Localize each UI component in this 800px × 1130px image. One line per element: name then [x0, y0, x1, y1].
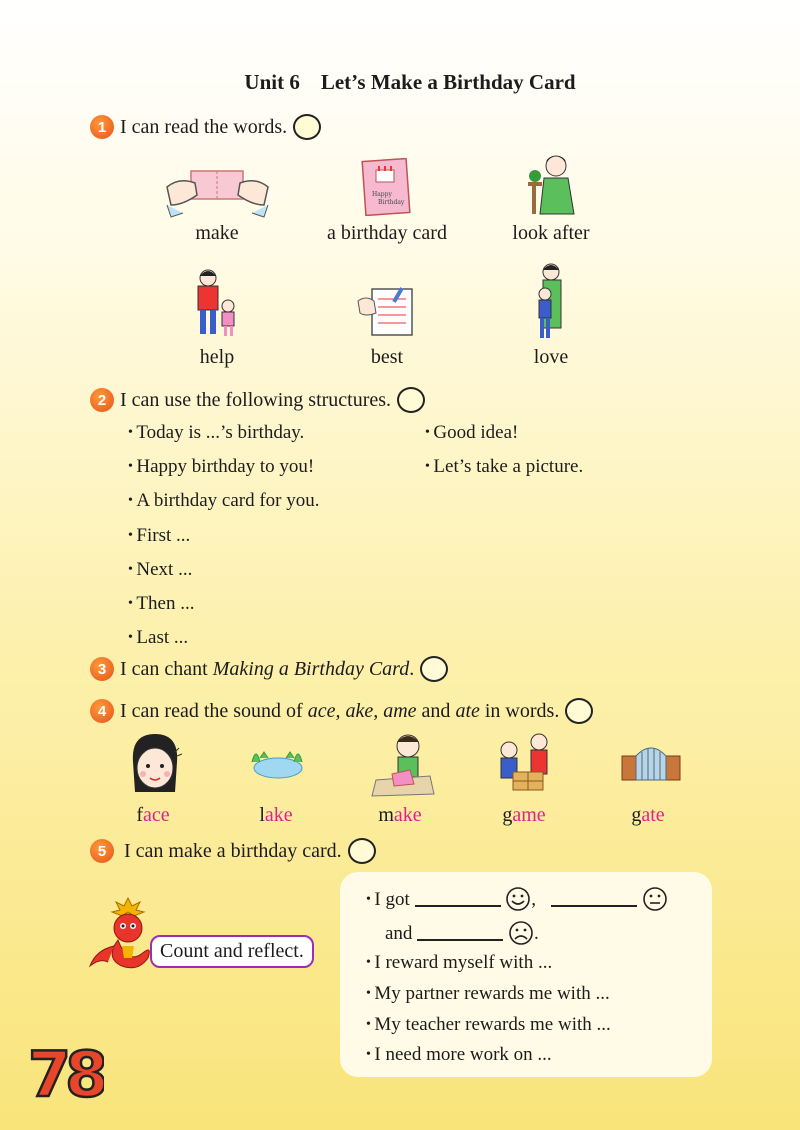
check-circle[interactable] — [397, 387, 425, 413]
chant-title: Making a Birthday Card — [212, 657, 410, 680]
phonics-ending: ace — [143, 804, 170, 826]
reflection-got-line — [366, 886, 668, 912]
hands-folding-paper-icon — [165, 165, 270, 220]
word-make: make — [195, 222, 239, 244]
reflection-item: • My partner rewards me with ... — [366, 983, 610, 1005]
section-number: 4 — [90, 699, 114, 723]
girl-watering-plant-icon — [522, 152, 580, 216]
section-5 — [90, 838, 376, 864]
count-and-reflect-label: Count and reflect. — [150, 935, 314, 968]
lake-icon — [250, 742, 306, 782]
reflection-item: • My teacher rewards me with ... — [366, 1014, 611, 1036]
phonics-prefix: g — [631, 804, 642, 826]
phonics-ending: ame — [512, 804, 546, 826]
section-text: I can chant — [120, 657, 213, 680]
section-text: I can use the following structures. — [120, 388, 392, 411]
structure-item: • Good idea! — [425, 422, 518, 444]
check-circle[interactable] — [348, 838, 376, 864]
comma: , — [531, 889, 537, 910]
phonics-prefix: l — [259, 804, 265, 826]
page-title — [0, 70, 800, 95]
structure-item: • Next ... — [128, 559, 192, 581]
checklist-icon — [356, 285, 416, 337]
phonics-prefix: g — [502, 804, 513, 826]
structure-item: • Today is ...’s birthday. — [128, 422, 304, 444]
phonics-word-lake — [216, 804, 336, 827]
section-text-end: . — [409, 657, 415, 680]
dragon-mascot-icon — [88, 896, 160, 972]
check-circle[interactable] — [565, 698, 593, 724]
girl-face-icon — [125, 732, 183, 798]
unit-name: Let’s Make a Birthday Card — [320, 70, 576, 94]
section-2 — [90, 387, 425, 413]
phonics-word-gate — [588, 804, 708, 827]
reflection-and-line — [385, 920, 539, 946]
smiley-face-icon — [505, 886, 531, 912]
neutral-face-icon — [642, 886, 668, 912]
section-text: I can read the sound of — [120, 699, 308, 722]
section-4 — [90, 698, 593, 724]
section-text-mid: and — [416, 699, 456, 722]
structure-item: • Then ... — [128, 593, 194, 615]
section-number: 3 — [90, 657, 114, 681]
card-text-birthday: Birthday — [378, 199, 405, 206]
section-text: I can make a birthday card. — [124, 839, 342, 862]
reflection-item: • I reward myself with ... — [366, 952, 552, 974]
gate-icon — [620, 742, 682, 782]
and-text: and — [385, 923, 413, 944]
blank-sad[interactable] — [417, 923, 503, 941]
phonics-ending: ake — [264, 804, 293, 826]
structure-item: • Last ... — [128, 627, 188, 649]
check-circle[interactable] — [420, 656, 448, 682]
got-text: I got — [374, 889, 410, 910]
section-text: I can read the words. — [120, 115, 288, 138]
page-number — [28, 1042, 104, 1100]
sound-ate: ate — [455, 699, 480, 722]
check-circle[interactable] — [293, 114, 321, 140]
reflection-panel — [340, 872, 712, 1077]
period: . — [533, 923, 539, 944]
birthday-card-icon — [360, 158, 412, 216]
section-number: 5 — [90, 839, 114, 863]
mother-hugging-child-icon — [533, 262, 569, 342]
boy-making-card-icon — [370, 730, 436, 798]
phonics-ending: ate — [641, 804, 665, 826]
section-3 — [90, 656, 448, 682]
phonics-prefix: f — [136, 804, 144, 826]
phonics-prefix: m — [378, 804, 394, 826]
word-help: help — [199, 346, 235, 368]
sound-list: ace, ake, ame — [307, 699, 417, 722]
mother-helping-child-icon — [192, 268, 242, 340]
word-love: love — [533, 346, 569, 368]
structure-item: • A birthday card for you. — [128, 490, 320, 512]
card-text-happy: Happy — [372, 191, 392, 198]
children-playing-game-icon — [495, 732, 555, 798]
blank-neutral[interactable] — [551, 889, 637, 907]
word-birthday-card: a birthday card — [327, 222, 447, 244]
phonics-word-make — [340, 804, 460, 827]
phonics-word-game — [464, 804, 584, 827]
section-number: 1 — [90, 115, 114, 139]
structure-item: • First ... — [128, 525, 190, 547]
section-1 — [90, 114, 321, 140]
structure-item: • Happy birthday to you! — [128, 456, 314, 478]
phonics-word-face — [93, 804, 213, 827]
structure-item: • Let’s take a picture. — [425, 456, 583, 478]
word-look-after: look after — [512, 222, 590, 244]
section-text-end: in words. — [479, 699, 560, 722]
word-best: best — [370, 346, 404, 368]
unit-number: Unit 6 — [244, 70, 300, 94]
blank-happy[interactable] — [415, 889, 501, 907]
reflection-item: • I need more work on ... — [366, 1044, 552, 1066]
phonics-ending: ake — [393, 804, 422, 826]
section-number: 2 — [90, 388, 114, 412]
sad-face-icon — [508, 920, 534, 946]
page-number-text: 78 — [28, 1042, 103, 1100]
